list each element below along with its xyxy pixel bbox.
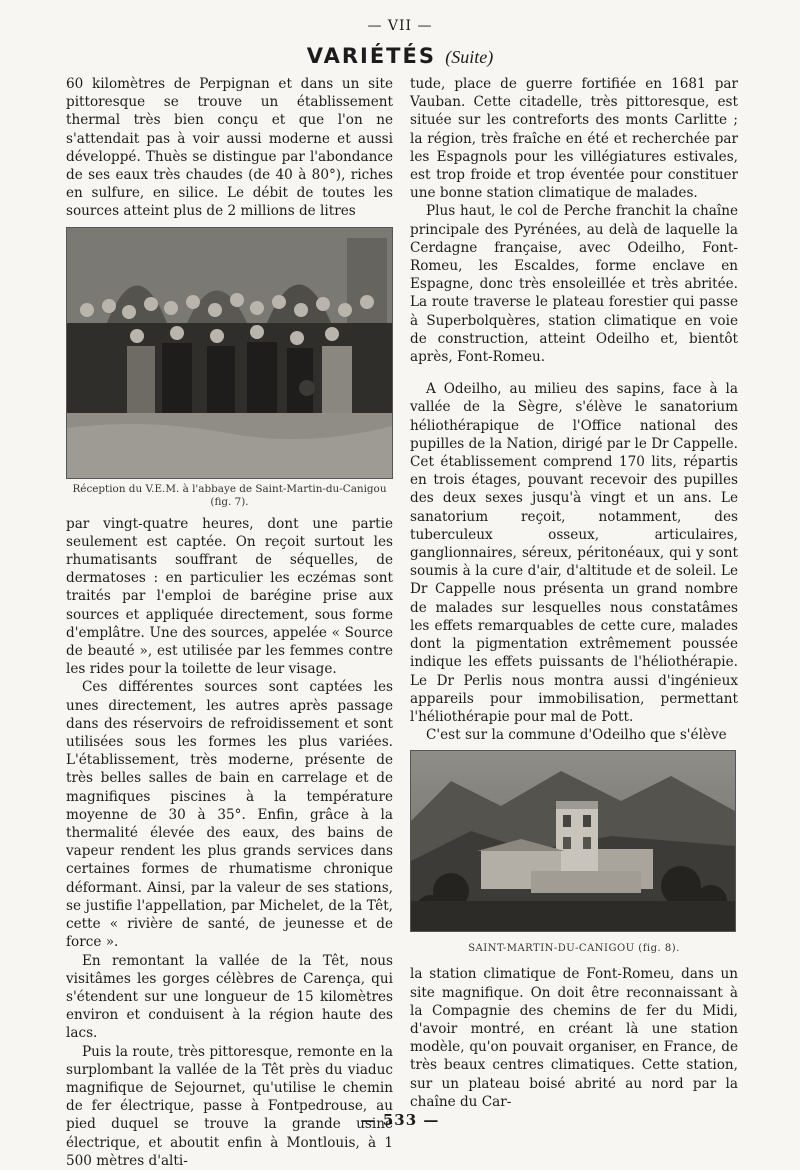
abbey-photo-image — [411, 751, 735, 931]
group-photo-image — [67, 228, 392, 478]
section-title — [0, 44, 800, 68]
abbey-photo — [410, 750, 736, 932]
paragraph: 60 kilomètres de Perpignan et dans un site pittoresque se trouve un établissement thermal très bien conçu et que l'on ne s'attendait pas à voir aussi moderne et aussi développé. Thuès se distingue par l'abondance de ses eaux très chaudes (de 40 à 80°), riches en sulfure, en silice. Le débit de toutes les sources atteint plus de 2 millions de litres — [66, 76, 393, 220]
paragraph: A Odeilho, au milieu des sapins, face à la vallée de la Sègre, s'élève le sanatorium héliothérapique de l'Office national des pupilles de la Nation, dirigé par le Dr Cappelle. Cet établissement comprend 170 lits, répartis en trois étages, pouvant recevoir des pupilles des deux sexes jusqu'à vingt et un ans. Le sanatorium reçoit, notamment, des tuberculeux osseux, articulaires, ganglionnaires, séreux, péritonéaux, qui y sont soumis à la cure d'air, d'altitude et de soleil. Le Dr Cappelle nous présenta un grand nombre de malades sur lesquelles nous constatâmes les effets remarquables de cette cure, malades dont la pigmentation extrêmement poussée indique les effets puissants de l'héliothérapie. Le Dr Perlis nous montra aussi d'ingénieux appareils pour immobilisation, permettant l'héliothérapie pour mal de Pott. — [410, 381, 738, 725]
figure-7 — [66, 227, 393, 509]
paragraph: Ces différentes sources sont captées les unes directement, les autres après passage dans des réservoirs de refroidissement et sont utilisées sous les formes les plus variées. L'établissement, très moderne, présente de très belles salles de bain en carrelage et de magnifiques piscines à la température moyenne de 30 à 35°. Enfin, grâce à la thermalité élevée des eaux, des bains de vapeur rendent les plus grands services dans certaines formes de rhumatisme chronique déformant. Ainsi, par la valeur de ses stations, se justifie l'appellation, par Michelet, de la Têt, cette « rivière de santé, de jeunesse et de force ». — [66, 679, 393, 951]
figure-8-caption: SAINT-MARTIN-DU-CANIGOU (fig. 8). — [468, 943, 680, 955]
paragraph: la station climatique de Font-Romeu, dans un site magnifique. On doit être reconnaissant à la Compagnie des chemins de fer du Midi, d'avoir montré, en créant là une station modèle, qu'on pouvait organiser, en France, de très beaux centres climatiques. Cette station, sur un plateau boisé abrité au nord par la chaîne du Car- — [410, 966, 738, 1110]
right-column — [410, 75, 738, 1111]
left-column — [66, 75, 393, 1170]
paragraph: En remontant la vallée de la Têt, nous visitâmes les gorges célèbres de Carença, qui s'étendent sur une longueur de 15 kilomètres environ et conduisent à la région haute des lacs. — [66, 952, 393, 1042]
paragraph: par vingt-quatre heures, dont une partie seulement est captée. On reçoit surtout les rhumatisants souffrant de séquelles, de dermatoses : en particulier les eczémas sont traités par l'emploi de barégine prise aux sources et appliquée directement, sous forme d'emplâtre. Une des sources, appelée « Source de beauté », est utilisée par les femmes contre les rides pour la toilette de leur visage. — [66, 515, 393, 678]
page-folio: — VII — — [367, 18, 433, 34]
figure-8 — [410, 750, 738, 955]
figure-7-caption: Réception du V.E.M. à l'abbaye de Saint-Martin-du-Canigou (fig. 7). — [72, 482, 387, 508]
paragraph: C'est sur la commune d'Odeilho que s'élève — [426, 727, 727, 744]
group-photo — [66, 227, 393, 479]
title-text: VARIÉTÉS — [306, 44, 436, 68]
title-subtitle: (Suite) — [445, 47, 494, 67]
paragraph: Plus haut, le col de Perche franchit la chaîne principale des Pyrénées, au delà de laquelle la Cerdagne française, avec Odeilho, Font-Romeu, les Escaldes, forme enclave en Espagne, donc très ensoleillée et très abritée. La route traverse le plateau forestier qui passe à Superbolquères, station climatique en voie de construction, atteint Odeilho et, bientôt après, Font-Romeu. — [410, 203, 738, 366]
page-number: — 533 — — [360, 1111, 440, 1129]
paragraph: tude, place de guerre fortifiée en 1681 par Vauban. Cette citadelle, très pittoresque, est située sur les contreforts des monts Carlitte ; la région, très fraîche en été et recherchée par les Espagnols pour les villégiatures estivales, est trop froide et trop éventée pour constituer une bonne station climatique de malades. — [410, 76, 738, 202]
paragraph: Puis la route, très pittoresque, remonte en la surplombant la vallée de la Têt près du viaduc magnifique de Sejournet, qu'utilise le chemin de fer électrique, passe à Fontpedrouse, au pied duquel se trouve la grande usine électrique, et aboutit enfin à Montlouis, à 1 500 mètres d'alti- — [66, 1043, 393, 1169]
